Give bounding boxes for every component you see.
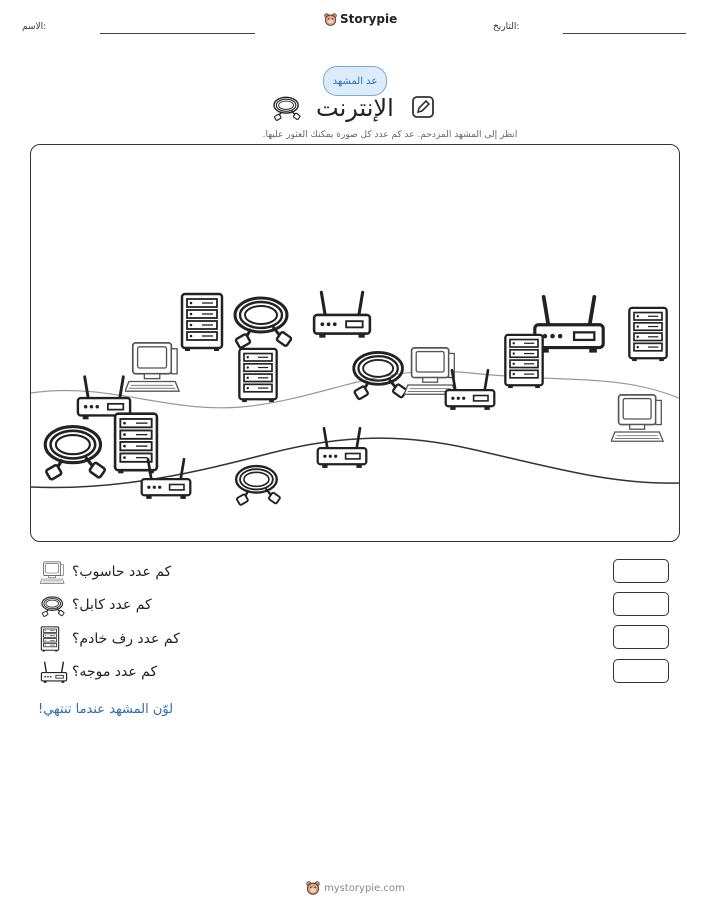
cable-icon	[40, 595, 66, 617]
server-rack-icon	[115, 414, 157, 474]
server-rack-icon	[629, 308, 666, 361]
computer-icon	[125, 343, 179, 391]
bear-logo-icon	[324, 13, 337, 26]
question-routers: كم عدد موجه؟	[72, 664, 158, 680]
page-title: الإنترنت	[316, 94, 394, 122]
question-cables: كم عدد كابل؟	[72, 597, 152, 613]
bear-logo-icon	[306, 881, 320, 895]
busy-scene	[30, 144, 680, 542]
computer-icon	[611, 395, 663, 441]
computer-icon	[404, 348, 456, 394]
router-icon	[40, 661, 68, 685]
site-footer	[306, 881, 405, 895]
name-line[interactable]	[100, 33, 255, 34]
server-rack-icon	[40, 626, 60, 652]
question-server-racks: كم عدد رف خادم؟	[72, 631, 180, 647]
site-url: mystorypie.com	[324, 882, 405, 894]
scene-illustration	[31, 145, 679, 541]
brand-name: Storypie	[340, 12, 398, 26]
question-computers: كم عدد حاسوب؟	[72, 564, 172, 580]
name-label: الاسم:	[22, 22, 47, 32]
router-icon	[142, 459, 191, 499]
pencil-icon	[411, 95, 435, 119]
router-icon	[314, 292, 370, 337]
computer-icon	[40, 561, 66, 585]
router-icon	[535, 297, 603, 353]
brand-logo	[324, 12, 397, 26]
cable-icon	[45, 427, 105, 480]
cable-icon	[235, 298, 292, 348]
activity-badge: عد المشهد	[323, 66, 387, 96]
date-line[interactable]	[563, 33, 686, 34]
coloring-instruction: لوّن المشهد عندما تنتهي!	[38, 702, 174, 717]
answer-box-routers[interactable]	[613, 659, 669, 683]
server-rack-icon	[239, 349, 276, 402]
server-rack-icon	[505, 335, 542, 388]
router-icon	[318, 428, 367, 468]
answer-box-cables[interactable]	[613, 592, 669, 616]
answer-box-computers[interactable]	[613, 559, 669, 583]
date-label: التاريخ:	[493, 22, 520, 32]
router-icon	[446, 370, 495, 410]
cable-icon	[354, 352, 407, 399]
cable-icon	[236, 466, 280, 505]
cable-title-icon	[272, 95, 302, 121]
answer-box-server-racks[interactable]	[613, 625, 669, 649]
instructions: انظر إلى المشهد المزدحم. عد كم عدد كل صورة يمكنك العثور عليها.	[262, 130, 518, 140]
server-rack-icon	[182, 294, 222, 351]
